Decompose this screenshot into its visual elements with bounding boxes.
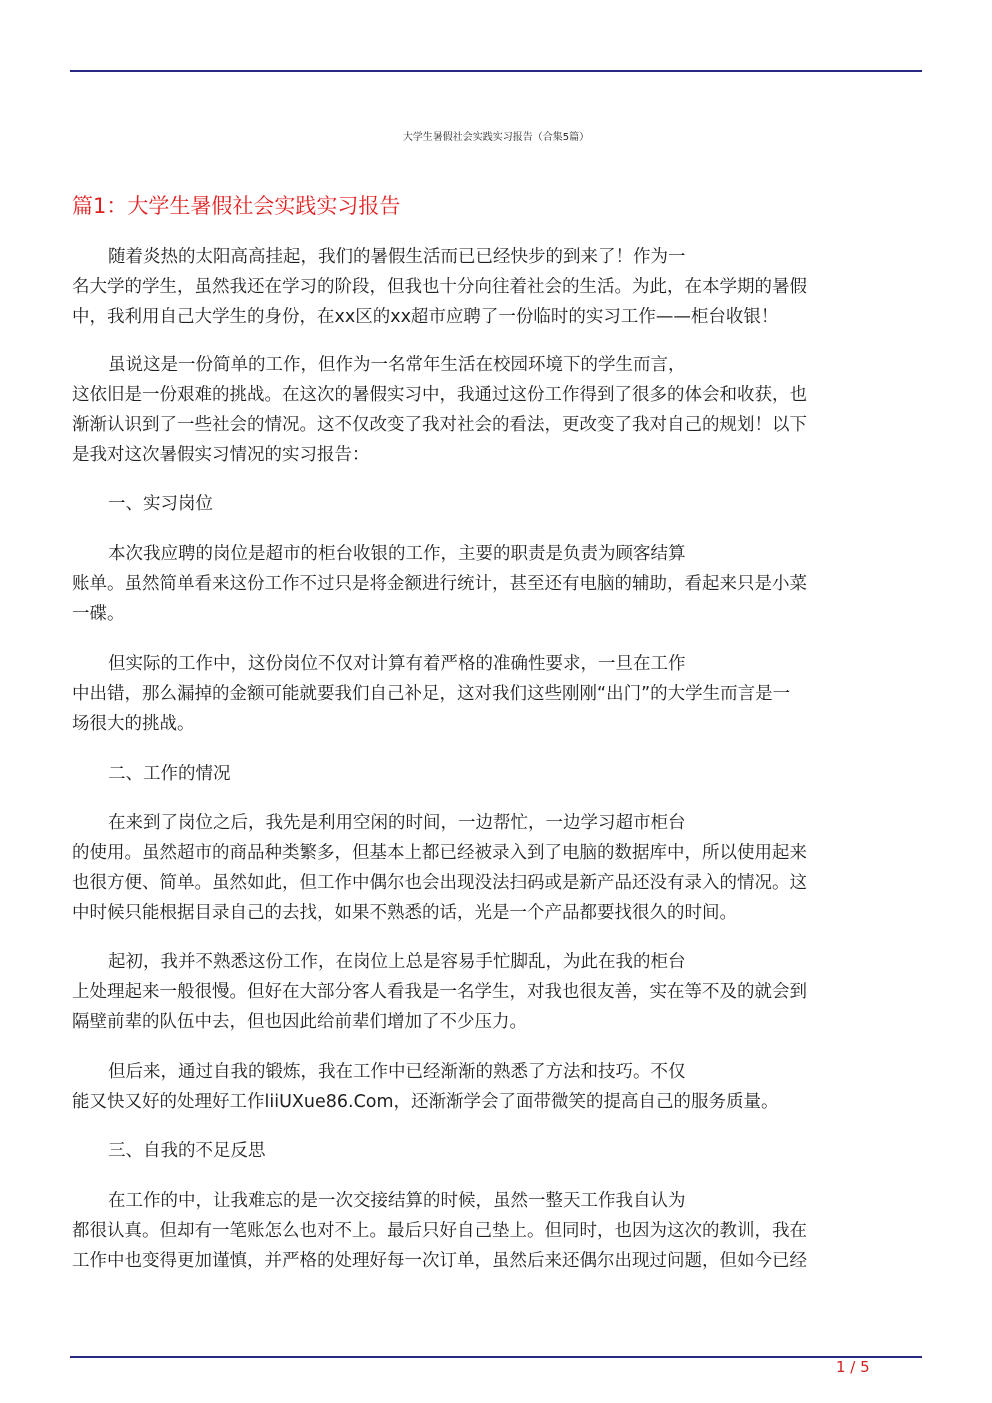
paragraph-line: 虽说这是一份简单的工作，但作为一名常年生活在校园环境下的学生而言， (108, 355, 686, 375)
paragraph-line: 渐渐认识到了一些社会的情况。这不仅改变了我对社会的看法，更改变了我对自己的规划！以下 (72, 415, 807, 435)
header-rule (70, 70, 922, 72)
paragraph-line: 在工作的中，让我难忘的是一次交接结算的时候，虽然一整天工作我自认为 (108, 1191, 686, 1211)
footer-rule (70, 1356, 922, 1358)
paragraph-line: 场很大的挑战。 (72, 714, 195, 734)
paragraph-line: 是我对这次暑假实习情况的实习报告： (72, 445, 370, 465)
section-heading: 篇1：大学生暑假社会实践实习报告 (72, 194, 401, 218)
paragraph-line: 随着炎热的太阳高高挂起，我们的暑假生活而已已经快步的到来了！作为一 (108, 247, 686, 267)
page-number: 1 / 5 (836, 1358, 870, 1376)
paragraph-line: 账单。虽然简单看来这份工作不过只是将金额进行统计，甚至还有电脑的辅助，看起来只是小菜 (72, 574, 807, 594)
paragraph-line: 上处理起来一般很慢。但好在大部分客人看我是一名学生，对我也很友善，实在等不及的就会到 (72, 982, 807, 1002)
paragraph-line: 工作中也变得更加谨慎，并严格的处理好每一次订单，虽然后来还偶尔出现过问题，但如今已经 (72, 1251, 807, 1271)
paragraph-line: 都很认真。但却有一笔账怎么也对不上。最后只好自己垫上。但同时，也因为这次的教训，我在 (72, 1221, 807, 1241)
paragraph-line: 本次我应聘的岗位是超市的柜台收银的工作，主要的职责是负责为顾客结算 (108, 544, 686, 564)
paragraph-line: 的使用。虽然超市的商品种类繁多，但基本上都已经被录入到了电脑的数据库中，所以使用起来 (72, 843, 807, 863)
document-title: 大学生暑假社会实践实习报告（合集5篇） (402, 132, 590, 143)
paragraph-line: 但实际的工作中，这份岗位不仅对计算有着严格的准确性要求，一旦在工作 (108, 654, 686, 674)
paragraph-line: 中出错，那么漏掉的金额可能就要我们自己补足，这对我们这些刚刚“出门”的大学生而言是一 (72, 684, 791, 704)
paragraph-line: 起初，我并不熟悉这份工作，在岗位上总是容易手忙脚乱，为此在我的柜台 (108, 952, 686, 972)
paragraph-line: 中时候只能根据目录自己的去找，如果不熟悉的话，光是一个产品都要找很久的时间。 (72, 903, 737, 923)
paragraph-line: 能又快又好的处理好工作liiUXue86.Com，还渐渐学会了面带微笑的提高自己的服务质量。 (72, 1092, 779, 1112)
paragraph-line: 这依旧是一份艰难的挑战。在这次的暑假实习中，我通过这份工作得到了很多的体会和收获，也 (72, 385, 807, 405)
paragraph-line: 隔壁前辈的队伍中去，但也因此给前辈们增加了不少压力。 (72, 1012, 527, 1032)
paragraph-line: 一碟。 (72, 604, 125, 624)
subsection-heading: 三、自我的不足反思 (108, 1141, 266, 1161)
paragraph-line: 也很方便、简单。虽然如此，但工作中偶尔也会出现没法扫码或是新产品还没有录入的情况。这 (72, 873, 807, 893)
paragraph-line: 中，我利用自己大学生的身份，在xx区的xx超市应聘了一份临时的实习工作——柜台收银！ (72, 307, 779, 327)
subsection-heading: 二、工作的情况 (108, 764, 231, 784)
paragraph-line: 名大学的学生，虽然我还在学习的阶段，但我也十分向往着社会的生活。为此，在本学期的暑假 (72, 277, 807, 297)
subsection-heading: 一、实习岗位 (108, 494, 213, 514)
paragraph-line: 在来到了岗位之后，我先是利用空闲的时间，一边帮忙，一边学习超市柜台 (108, 813, 686, 833)
paragraph-line: 但后来，通过自我的锻炼，我在工作中已经渐渐的熟悉了方法和技巧。不仅 (108, 1062, 686, 1082)
